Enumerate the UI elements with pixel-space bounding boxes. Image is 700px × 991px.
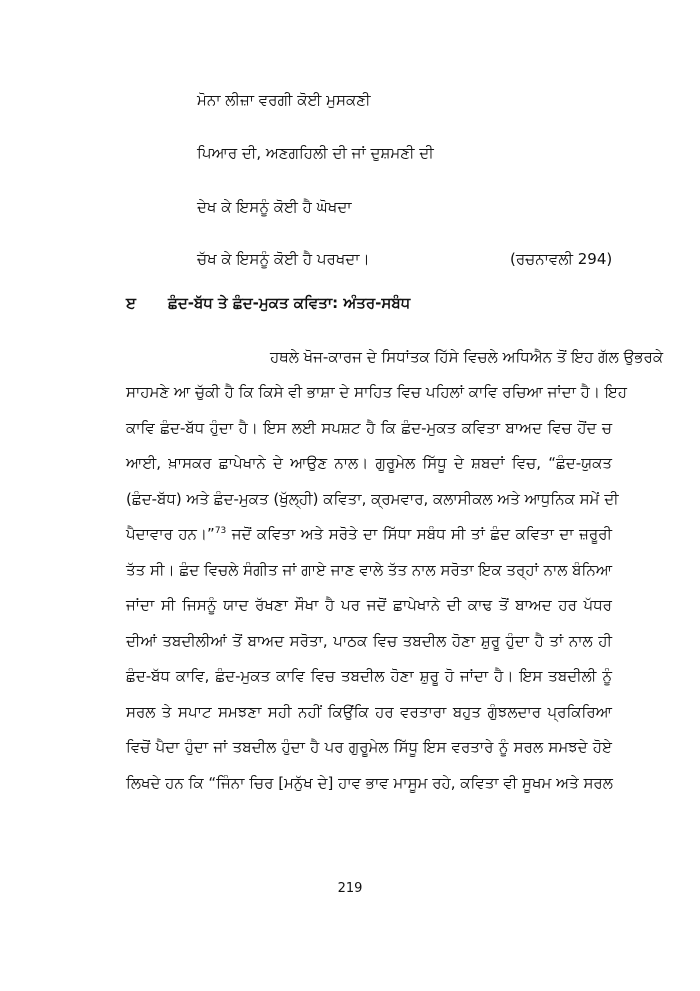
paragraph-line: ਕਾਵਿ ਛੰਦ-ਬੱਧ ਹੁੰਦਾ ਹੈ। ਇਸ ਲਈ ਸਪਸ਼ਟ ਹੈ ਕਿ ਛੰਦ-ਮੁਕਤ ਕਵਿਤਾ ਬਾਅਦ ਵਿਚ ਹੋਂਦ ਚ	[126, 419, 612, 437]
paragraph-line: ਜਾਂਦਾ ਸੀ ਜਿਸਨੂੰ ਯਾਦ ਰੱਖਣਾ ਸੌਖਾ ਹੈ ਪਰ ਜਦੋਂ ਛਾਪੇਖਾਨੇ ਦੀ ਕਾਢ ਤੋਂ ਬਾਅਦ ਹਰ ਪੱਧਰ	[126, 596, 612, 614]
verse-line: ਮੋਨਾ ਲੀਜ਼ਾ ਵਰਗੀ ਕੋਈ ਮੁਸਕਣੀ	[197, 91, 371, 109]
section-heading: ਛੰਦ-ਬੱਧ ਤੇ ਛੰਦ-ਮੁਕਤ ਕਵਿਤਾ: ਅੰਤਰ-ਸਬੰਧ	[168, 294, 411, 312]
verse-line: ਚੱਖ ਕੇ ਇਸਨੂੰ ਕੋਈ ਹੈ ਪਰਖਦਾ।	[197, 250, 370, 268]
paragraph-line: (ਛੰਦ-ਬੱਧ) ਅਤੇ ਛੰਦ-ਮੁਕਤ (ਖੁੱਲ੍ਹੀ) ਕਵਿਤਾ, ਕ੍ਰਮਵਾਰ, ਕਲਾਸੀਕਲ ਅਤੇ ਆਧੁਨਿਕ ਸਮੇਂ ਦੀ	[126, 490, 619, 508]
paragraph-text: ਜਦੋਂ ਕਵਿਤਾ ਅਤੇ ਸਰੋਤੇ ਦਾ ਸਿੱਧਾ ਸਬੰਧ ਸੀ ਤਾਂ ਛੰਦ ਕਵਿਤਾ ਦਾ ਜ਼ਰੂਰੀ	[231, 525, 612, 543]
section-marker: ੲ	[126, 294, 136, 312]
verse-citation: (ਰਚਨਾਵਲੀ 294)	[510, 250, 613, 268]
page-number: 219	[337, 881, 363, 896]
paragraph-line: ਸਾਹਮਣੇ ਆ ਚੁੱਕੀ ਹੈ ਕਿ ਕਿਸੇ ਵੀ ਭਾਸ਼ਾ ਦੇ ਸਾਹਿਤ ਵਿਚ ਪਹਿਲਾਂ ਕਾਵਿ ਰਚਿਆ ਜਾਂਦਾ ਹੈ। ਇਹ	[126, 383, 627, 401]
verse-line: ਪਿਆਰ ਦੀ, ਅਣਗਹਿਲੀ ਦੀ ਜਾਂ ਦੁਸ਼ਮਣੀ ਦੀ	[197, 144, 434, 162]
footnote-reference[interactable]: 73	[214, 526, 227, 536]
paragraph-line: ਤੱਤ ਸੀ। ਛੰਦ ਵਿਚਲੇ ਸੰਗੀਤ ਜਾਂ ਗਾਏ ਜਾਣ ਵਾਲੇ ਤੱਤ ਨਾਲ ਸਰੋਤਾ ਇਕ ਤਰ੍ਹਾਂ ਨਾਲ ਬੰਨਿਆ	[126, 561, 613, 579]
paragraph-line: ਵਿਚੋਂ ਪੈਦਾ ਹੁੰਦਾ ਜਾਂ ਤਬਦੀਲ ਹੁੰਦਾ ਹੈ ਪਰ ਗੁਰੂਮੇਲ ਸਿੱਧੂ ਇਸ ਵਰਤਾਰੇ ਨੂੰ ਸਰਲ ਸਮਝਦੇ ਹੋਏ	[126, 738, 612, 756]
paragraph-line: ਛੰਦ-ਬੱਧ ਕਾਵਿ, ਛੰਦ-ਮੁਕਤ ਕਾਵਿ ਵਿਚ ਤਬਦੀਲ ਹੋਣਾ ਸ਼ੁਰੂ ਹੋ ਜਾਂਦਾ ਹੈ। ਇਸ ਤਬਦੀਲੀ ਨੂੰ	[126, 667, 612, 685]
verse-line: ਦੇਖ ਕੇ ਇਸਨੂੰ ਕੋਈ ਹੈ ਘੋਖਦਾ	[197, 198, 352, 216]
paragraph-line: ਸਰਲ ਤੇ ਸਪਾਟ ਸਮਝਣਾ ਸਹੀ ਨਹੀਂ ਕਿਉਂਕਿ ਹਰ ਵਰਤਾਰਾ ਬਹੁਤ ਗੁੰਝਲਦਾਰ ਪ੍ਰਕਿਰਿਆ	[126, 703, 612, 721]
paragraph-line	[126, 524, 612, 544]
paragraph-line: ਦੀਆਂ ਤਬਦੀਲੀਆਂ ਤੋਂ ਬਾਅਦ ਸਰੋਤਾ, ਪਾਠਕ ਵਿਚ ਤਬਦੀਲ ਹੋਣਾ ਸ਼ੁਰੂ ਹੁੰਦਾ ਹੈ ਤਾਂ ਨਾਲ ਹੀ	[126, 632, 612, 650]
paragraph-line: ਹਥਲੇ ਖੋਜ-ਕਾਰਜ ਦੇ ਸਿਧਾਂਤਕ ਹਿੱਸੇ ਵਿਚਲੇ ਅਧਿਐਨ ਤੋਂ ਇਹ ਗੱਲ ਉਭਰਕੇ	[270, 348, 664, 366]
paragraph-line: ਆਈ, ਖ਼ਾਸਕਰ ਛਾਪੇਖਾਨੇ ਦੇ ਆਉਣ ਨਾਲ। ਗੁਰੂਮੇਲ ਸਿੱਧੂ ਦੇ ਸ਼ਬਦਾਂ ਵਿਚ, “ਛੰਦ-ਯੁਕਤ	[126, 454, 612, 472]
paragraph-line: ਲਿਖਦੇ ਹਨ ਕਿ “ਜਿੰਨਾ ਚਿਰ [ਮਨੁੱਖ ਦੇ] ਹਾਵ ਭਾਵ ਮਾਸੂਮ ਰਹੇ, ਕਵਿਤਾ ਵੀ ਸੂਖਮ ਅਤੇ ਸਰਲ	[126, 774, 613, 792]
quote-end: ਪੈਦਾਵਾਰ ਹਨ।”	[126, 525, 215, 543]
